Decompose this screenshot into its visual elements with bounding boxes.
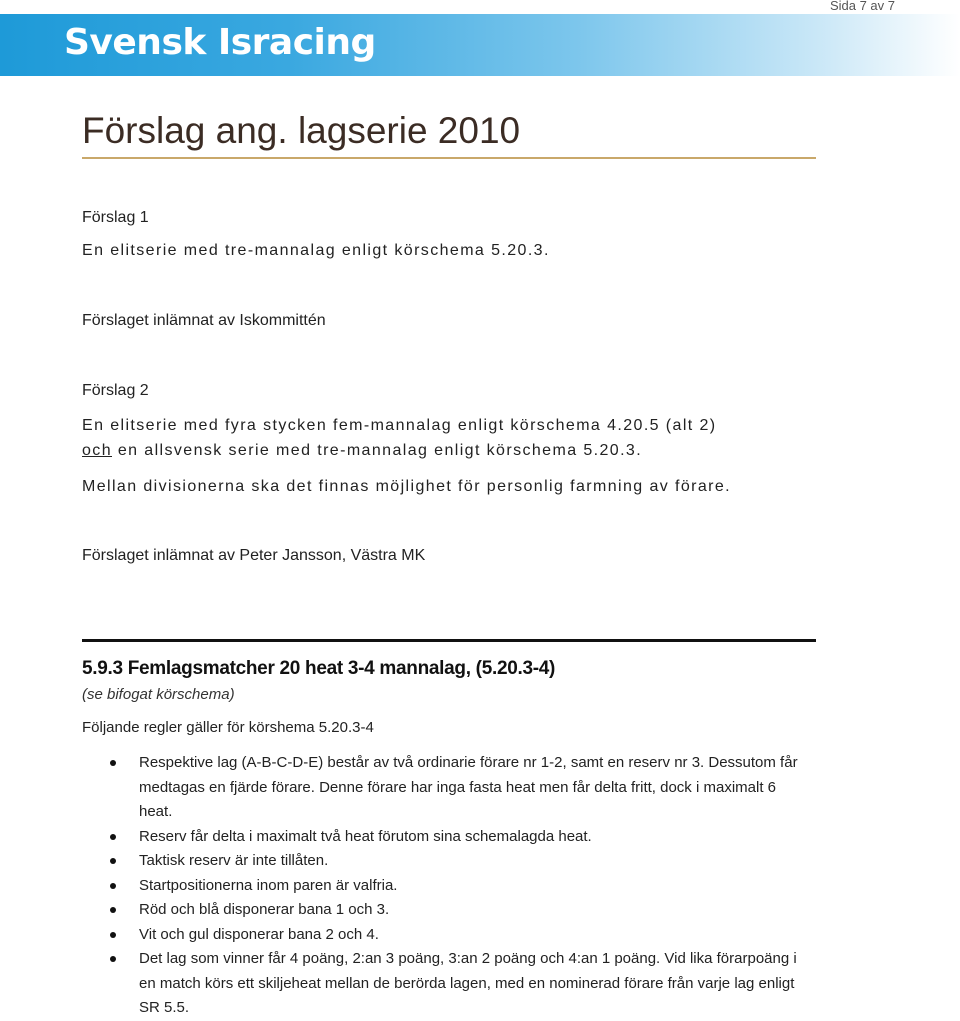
- list-item-text: Taktisk reserv är inte tillåten.: [139, 852, 329, 869]
- list-item-text: Vit och gul disponerar bana 2 och 4.: [139, 925, 379, 943]
- list-item-text: Det lag som vinner får 4 poäng, 2:an 3 poäng, 3:an 2 poäng och 4:an 1 poäng. Vid lika förarpoäng i en match körs ett skiljeheat mellan de berörda lagen, med en nominerad förare från varje lag enligt SR 5.5.: [139, 950, 797, 1016]
- brand-logo-text: Svensk Isracing: [64, 22, 376, 63]
- proposal2-line3: Mellan divisionerna ska det finnas möjlighet för personlig farmning av förare.: [82, 478, 732, 495]
- list-item: [110, 947, 810, 1021]
- page-number: Sida 7 av 7: [829, 0, 895, 13]
- section-intro: Följande regler gäller för körshema 5.20.3-4: [82, 719, 374, 736]
- page-title: Förslag ang. lagserie 2010: [82, 110, 521, 151]
- bullet-icon: [110, 932, 116, 938]
- section-subheading: (se bifogat körschema): [82, 686, 235, 703]
- proposal2-submitted: Förslaget inlämnat av Peter Jansson, Västra MK: [82, 547, 426, 564]
- bullet-icon: [110, 883, 116, 889]
- bullet-icon: [110, 858, 116, 864]
- list-item-text: Startpositionerna inom paren är valfria.: [139, 876, 398, 894]
- list-item: [110, 825, 810, 850]
- title-divider: [82, 157, 816, 159]
- section-heading: 5.9.3 Femlagsmatcher 20 heat 3-4 mannalag, (5.20.3-4): [82, 658, 556, 679]
- list-item: [110, 874, 810, 899]
- list-item: [110, 923, 810, 948]
- bullet-icon: [110, 956, 116, 962]
- rules-list: [110, 751, 810, 1021]
- list-item: [110, 849, 810, 874]
- list-item-text: Respektive lag (A-B-C-D-E) består av två ordinarie förare nr 1-2, samt en reserv nr 3. Dessutom får medtagas en fjärde förare. Denne förare har inga fasta heat men får delta fritt, dock i maximalt 6 heat.: [139, 754, 798, 820]
- proposal1-text: En elitserie med tre-mannalag enligt körschema 5.20.3.: [82, 242, 550, 259]
- proposal2-label: Förslag 2: [82, 382, 149, 399]
- bullet-icon: [110, 834, 116, 840]
- proposal2-line2-rest: en allsvensk serie med tre-mannalag enligt körschema 5.20.3.: [112, 442, 643, 459]
- proposal1-label: Förslag 1: [82, 209, 149, 226]
- list-item: [110, 751, 810, 825]
- proposal2-line2-underlined: och: [82, 442, 112, 459]
- bullet-icon: [110, 760, 116, 766]
- proposal2-line2: [82, 442, 642, 460]
- proposal1-submitted: Förslaget inlämnat av Iskommittén: [82, 312, 326, 329]
- list-item: [110, 898, 810, 923]
- bullet-icon: [110, 907, 116, 913]
- proposal2-line1: En elitserie med fyra stycken fem-mannalag enligt körschema 4.20.5 (alt 2): [82, 417, 717, 434]
- list-item-text: Reserv får delta i maximalt två heat förutom sina schemalagda heat.: [139, 827, 592, 845]
- section-divider: [82, 639, 816, 642]
- list-item-text: Röd och blå disponerar bana 1 och 3.: [139, 901, 390, 918]
